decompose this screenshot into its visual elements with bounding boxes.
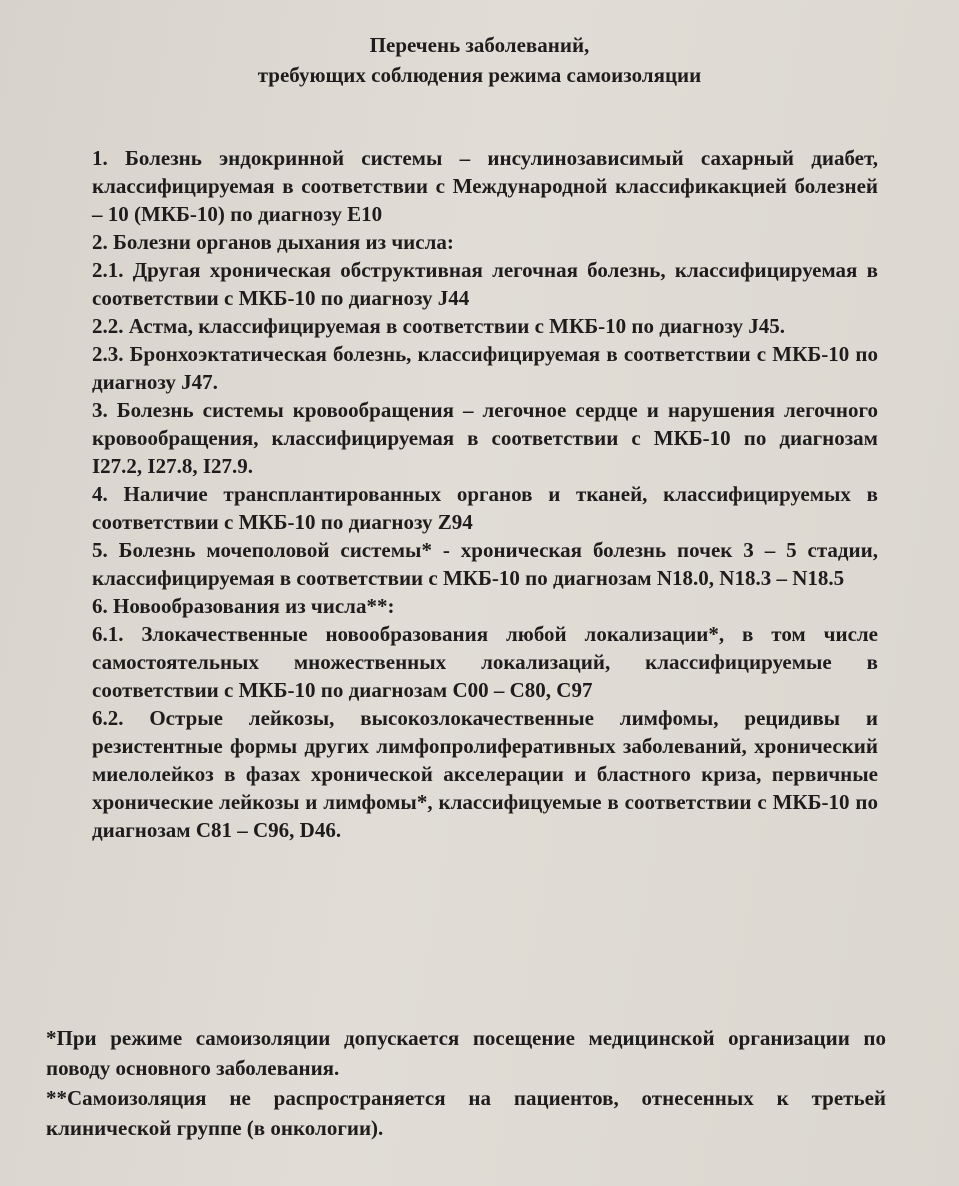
- disease-list: [92, 144, 878, 844]
- list-item-4: 4. Наличие трансплантированных органов и тканей, классифицируемых в соответствии с МКБ-10 по диагнозу Z94: [92, 482, 878, 534]
- list-item-6-1: 6.1. Злокачественные новообразования любой локализации*, в том числе самостоятельных множественных локализаций, классифицируемые в соответствии с МКБ-10 по диагнозам С00 – С80, С97: [92, 622, 878, 702]
- list-item-5: 5. Болезнь мочеполовой системы* - хроническая болезнь почек 3 – 5 стадии, классифицируемая в соответствии с МКБ-10 по диагнозам N18.0, N18.3 – N18.5: [92, 538, 878, 590]
- title-line-2: требующих соблюдения режима самоизоляции: [257, 63, 702, 87]
- footnote-2: **Самоизоляция не распространяется на пациентов, отнесенных к третьей клинической группе (в онкологии).: [46, 1086, 886, 1140]
- list-item-2: 2. Болезни органов дыхания из числа:: [92, 230, 454, 254]
- list-item-1: 1. Болезнь эндокринной системы – инсулинозависимый сахарный диабет, классифицируемая в соответствии с Международной классификакцией болезней – 10 (МКБ-10) по диагнозу Е10: [92, 146, 878, 226]
- document-title: [0, 30, 959, 90]
- list-item-2-2: 2.2. Астма, классифицируемая в соответствии с МКБ-10 по диагнозу J45.: [92, 314, 786, 338]
- list-item-3: 3. Болезнь системы кровообращения – легочное сердце и нарушения легочного кровообращения, классифицируемая в соответствии с МКБ-10 по диагнозам I27.2, I27.8, I27.9.: [92, 398, 878, 478]
- footnote-1: *При режиме самоизоляции допускается посещение медицинской организации по поводу основного заболевания.: [46, 1026, 886, 1080]
- list-item-2-3: 2.3. Бронхоэктатическая болезнь, классифицируемая в соответствии с МКБ-10 по диагнозу J47.: [92, 342, 878, 394]
- title-line-1: Перечень заболеваний,: [369, 33, 590, 57]
- list-item-2-1: 2.1. Другая хроническая обструктивная легочная болезнь, классифицируемая в соответствии с МКБ-10 по диагнозу J44: [92, 258, 878, 310]
- list-item-6-2: 6.2. Острые лейкозы, высокозлокачественные лимфомы, рецидивы и резистентные формы других лимфопролиферативных заболеваний, хронический миелолейкоз в фазах хронической акселерации и бластного криза, первичные хронические лейкозы и лимфомы*, классифицуемые в соответствии с МКБ-10 по диагнозам С81 – С96, D46.: [92, 706, 878, 842]
- list-item-6: 6. Новообразования из числа**:: [92, 594, 395, 618]
- footnotes: [46, 1023, 886, 1143]
